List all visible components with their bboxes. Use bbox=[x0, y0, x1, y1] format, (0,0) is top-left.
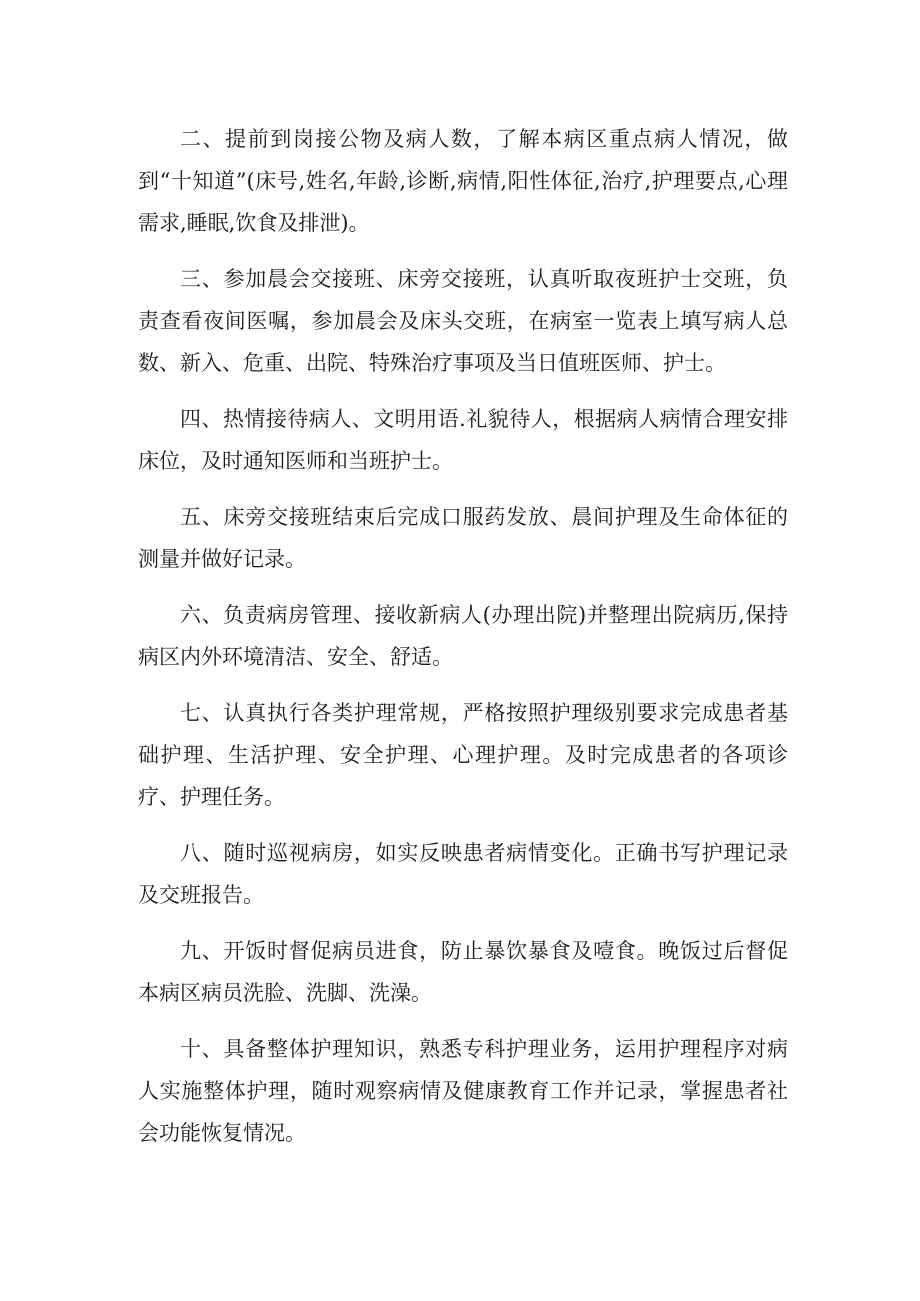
duty-item-2: 二、提前到岗接公物及病人数，了解本病区重点病人情况，做到“十知道”(床号,姓名,年龄,诊断,病情,阳性体征,治疗,护理要点,心理需求,睡眠,饮食及排泄)。 bbox=[138, 127, 788, 235]
duty-item-4: 四、热情接待病人、文明用语.礼貌待人，根据病人病情合理安排床位，及时通知医师和当班护士。 bbox=[138, 407, 788, 473]
duty-item-5: 五、床旁交接班结束后完成口服药发放、晨间护理及生命体征的测量并做好记录。 bbox=[138, 505, 788, 571]
duty-item-7: 七、认真执行各类护理常规，严格按照护理级别要求完成患者基础护理、生活护理、安全护理、心理护理。及时完成患者的各项诊疗、护理任务。 bbox=[138, 701, 788, 809]
duty-item-3: 三、参加晨会交接班、床旁交接班，认真听取夜班护士交班，负责查看夜间医嘱，参加晨会及床头交班，在病室一览表上填写病人总数、新入、危重、出院、特殊治疗事项及当日值班医师、护士。 bbox=[138, 267, 788, 375]
duty-item-10: 十、具备整体护理知识，熟悉专科护理业务，运用护理程序对病人实施整体护理，随时观察病情及健康教育工作并记录，掌握患者社会功能恢复情况。 bbox=[138, 1037, 788, 1145]
duty-item-8: 八、随时巡视病房，如实反映患者病情变化。正确书写护理记录及交班报告。 bbox=[138, 841, 788, 907]
duty-item-6: 六、负责病房管理、接收新病人(办理出院)并整理出院病历,保持病区内外环境清洁、安全、舒适。 bbox=[138, 603, 788, 669]
duty-item-9: 九、开饭时督促病员进食，防止暴饮暴食及噎食。晚饭过后督促本病区病员洗脸、洗脚、洗澡。 bbox=[138, 939, 788, 1005]
document-body bbox=[138, 118, 788, 1168]
